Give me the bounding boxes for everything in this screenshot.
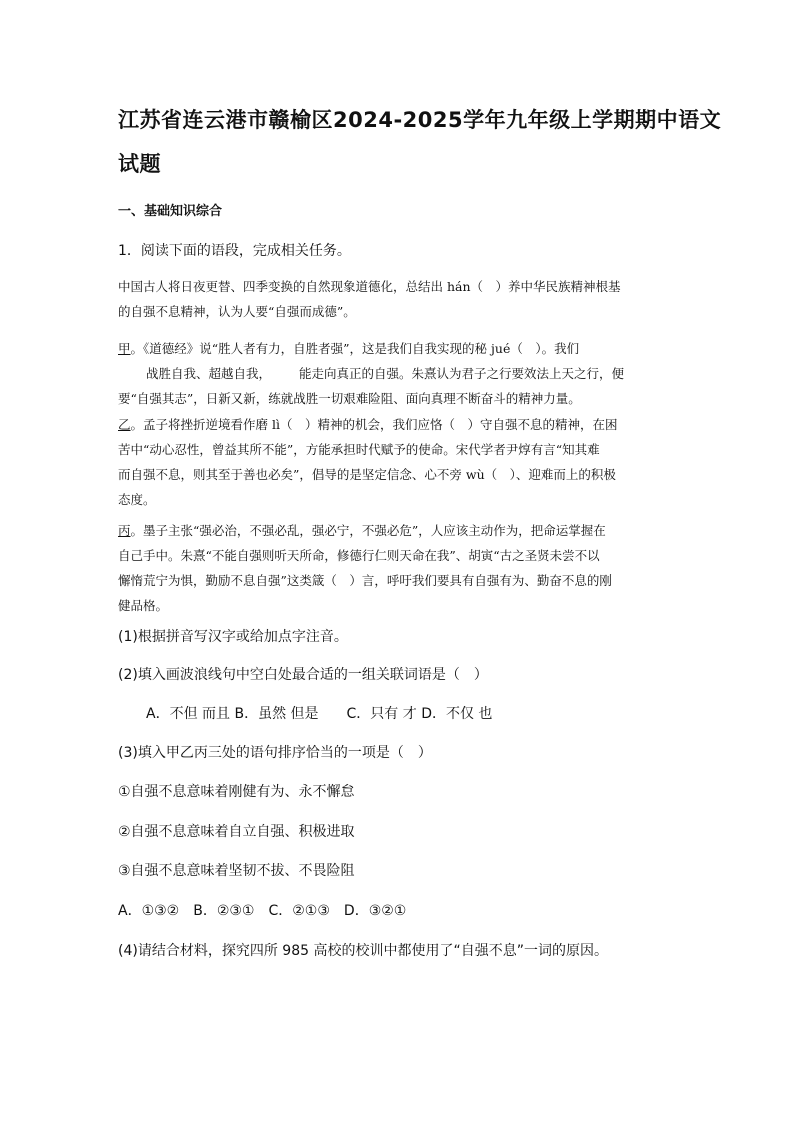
blank-phrase-1: 战胜自我、超越自我， [146, 366, 272, 381]
statement-1: ①自强不息意味着刚健有为、永不懈怠 [118, 784, 355, 800]
passage-yi-line-1 [118, 412, 678, 437]
subquestion-4: (4)请结合材料，探究四所 985 高校的校训中都使用了“自强不息”一词的原因。 [118, 943, 608, 959]
passage-jia-line-1 [118, 336, 678, 361]
passage-intro [118, 274, 678, 324]
passage-jia-text-2: 朱熹认为君子之行要效法上天之行，便 [411, 366, 625, 381]
label-bing: 丙 [118, 523, 131, 538]
passage-intro-line-2: 的自强不息精神，认为人要“自强而成德”。 [118, 304, 356, 319]
label-jia: 甲 [118, 341, 131, 356]
document-title [118, 104, 722, 134]
passage-bing-line-2: 自己手中。朱熹“不能自强则听天所命，修德行仁则天命在我”、胡寅“古之圣贤未尝不以 [118, 548, 600, 563]
passage-jia [118, 336, 678, 411]
passage-bing-line-4: 健品格。 [118, 598, 169, 613]
subquestion-1: (1)根据拼音写汉字或给加点字注音。 [118, 629, 348, 645]
statement-2: ②自强不息意味着自立自强、积极进取 [118, 824, 355, 840]
title-line-1: 江苏省连云港市赣榆区2024-2025学年九年级上学期期中语文 [118, 108, 722, 132]
passage-bing [118, 518, 678, 618]
document-title-cont [118, 148, 678, 178]
statement-3: ③自强不息意味着坚韧不拔、不畏险阻 [118, 863, 355, 879]
passage-jia-line-2 [118, 361, 678, 386]
question-1-intro: 1．阅读下面的语段，完成相关任务。 [118, 243, 351, 259]
passage-yi-text-1: 。孟子将挫折逆境看作磨 lì（ ）精神的机会，我们应恪（ ）守自强不息的精神，在困 [130, 417, 618, 432]
blank-phrase-2: 能走向真正的自强。 [299, 366, 412, 381]
passage-yi-line-2: 苦中“动心忍性，曾益其所不能”，方能承担时代赋予的使命。宋代学者尹焞有言“知其难 [118, 442, 600, 457]
passage-yi-line-4: 态度。 [118, 492, 156, 507]
passage-yi [118, 412, 678, 512]
title-line-2: 试题 [118, 152, 161, 176]
subquestion-3: (3)填入甲乙丙三处的语句排序恰当的一项是（ ） [118, 745, 432, 761]
passage-bing-line-1 [118, 518, 678, 543]
passage-intro-line-1: 中国古人将日夜更替、四季变换的自然现象道德化，总结出 hán（ ）养中华民族精神根基 [118, 279, 621, 294]
subquestion-3-options: A．①③② B．②③① C．②①③ D．③②① [118, 903, 407, 919]
passage-bing-text-1: 。墨子主张“强必治，不强必乱，强必宁，不强必危”，人应该主动作为，把命运掌握在 [130, 523, 606, 538]
subquestion-2-options: A．不但 而且 B．虽然 但是 C．只有 才 D．不仅 也 [146, 706, 493, 722]
subquestion-2: (2)填入画波浪线句中空白处最合适的一组关联词语是（ ） [118, 667, 488, 683]
passage-bing-line-3: 懈惰荒宁为惧，勤励不息自强”这类箴（ ）言，呼吁我们要具有自强有为、勤奋不息的刚 [118, 573, 612, 588]
passage-yi-line-3: 而自强不息，则其至于善也必矣”，倡导的是坚定信念、心不旁 wù（ ）、迎难而上的积极 [118, 467, 616, 482]
section-heading: 一、基础知识综合 [118, 204, 223, 219]
label-yi: 乙 [118, 417, 131, 432]
passage-jia-line-3: 要“自强其志”，日新又新，练就战胜一切艰难险阻、面向真理不断奋斗的精神力量。 [118, 391, 581, 406]
passage-jia-text-1: 。《道德经》说“胜人者有力，自胜者强”，这是我们自我实现的秘 jué（ ）。我们 [130, 341, 580, 356]
